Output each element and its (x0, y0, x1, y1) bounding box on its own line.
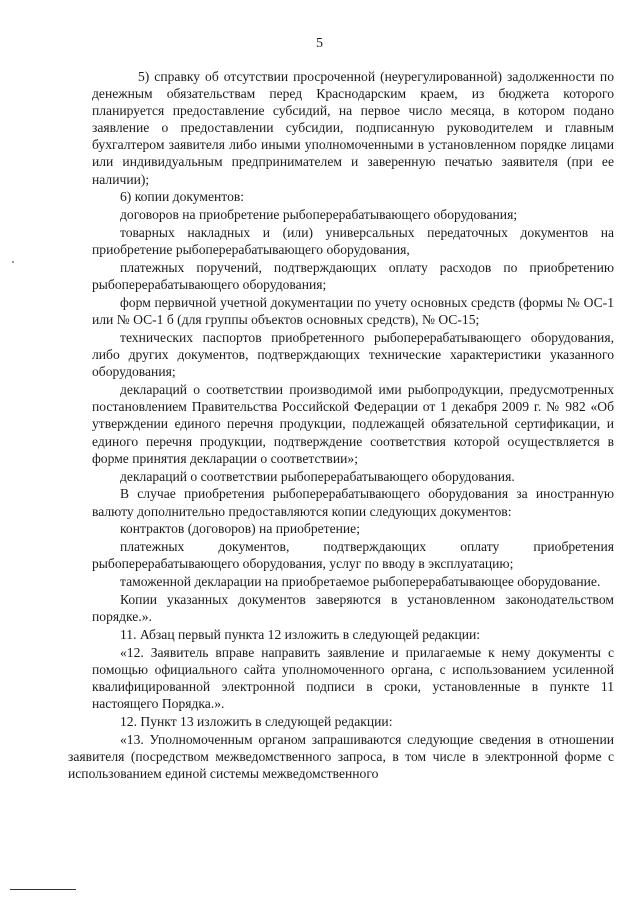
document-body (68, 68, 614, 783)
paragraph-payment-orders: платежных поручений, подтверждающих оплату расходов по приобретению рыбоперерабатывающего оборудования; (92, 260, 614, 293)
paragraph-customs-declaration: таможенной декларации на приобретаемое рыбоперерабатывающее оборудование. (120, 574, 601, 590)
paragraph-technical-passports: технических паспортов приобретенного рыбоперерабатывающего оборудования, либо других документов, подтверждающих технические характеристики указанного оборудования; (92, 330, 614, 380)
paragraph-product-declarations: деклараций о соответствии производимой ими рыбопродукции, предусмотренных постановлением Правительства Российской Федерации от 1 декабря 2009 г. № 982 «Об утверждении единого перечня продукции, подлежащей обязательной сертификации, и единого перечня продукции, подтверждение соответствия которой осуществляется в форме принятия декларации о соответствии»; (92, 382, 614, 466)
paragraph-item-5: 5) справку об отсутствии просроченной (неурегулированной) задолженности по денежным обязательствам перед Краснодарским краем, из бюджета которого планируется предоставление субсидий, на первое число месяца, в котором подано заявление о предоставлении субсидии, подписанную руководителем и главным бухгалтером заявителя либо иными уполномоченными в установленном порядке лицами или индивидуальным предпринимателем и заверенную печатью заявителя (при ее наличии); (92, 69, 614, 187)
paragraph-point-13: «13. Уполномоченным органом запрашиваются следующие сведения в отношении заявителя (посредством межведомственного запроса, в том числе в электронной форме с использованием единой системы межведомственного (68, 732, 614, 782)
footnote-rule (10, 889, 76, 890)
paragraph-contracts: договоров на приобретение рыбоперерабатывающего оборудования; (120, 207, 518, 223)
paragraph-foreign-currency: В случае приобретения рыбоперерабатывающего оборудования за иностранную валюту дополнительно предоставляются копии следующих документов: (92, 486, 614, 519)
paragraph-equipment-declarations: деклараций о соответствии рыбоперерабатывающего оборудования. (120, 468, 515, 484)
paragraph-accounting-forms: форм первичной учетной документации по учету основных средств (формы № ОС-1 или № ОС-1 б (для группы объектов основных средств), № ОС-15; (92, 295, 614, 328)
margin-mark (12, 261, 14, 263)
paragraph-payment-documents: платежных документов, подтверждающих оплату приобретения рыбоперерабатывающего оборудования, услуг по вводу в эксплуатацию; (92, 539, 614, 572)
paragraph-foreign-contracts: контрактов (договоров) на приобретение; (120, 521, 360, 537)
paragraph-certification-note: Копии указанных документов заверяются в установленном законодательством порядке.». (92, 592, 614, 625)
paragraph-amendment-11: 11. Абзац первый пункта 12 изложить в следующей редакции: (120, 627, 481, 643)
paragraph-point-12: «12. Заявитель вправе направить заявление и прилагаемые к нему документы с помощью официального сайта уполномоченного органа, с использованием усиленной квалифицированной электронной подписи в сроки, установленные в пункте 11 настоящего Порядка.». (92, 645, 614, 712)
page-number: 5 (316, 36, 323, 51)
paragraph-item-6: 6) копии документов: (120, 189, 245, 205)
paragraph-invoices: товарных накладных и (или) универсальных передаточных документов на приобретение рыбоперерабатывающего оборудования, (92, 225, 614, 258)
paragraph-amendment-12: 12. Пункт 13 изложить в следующей редакции: (120, 714, 393, 730)
